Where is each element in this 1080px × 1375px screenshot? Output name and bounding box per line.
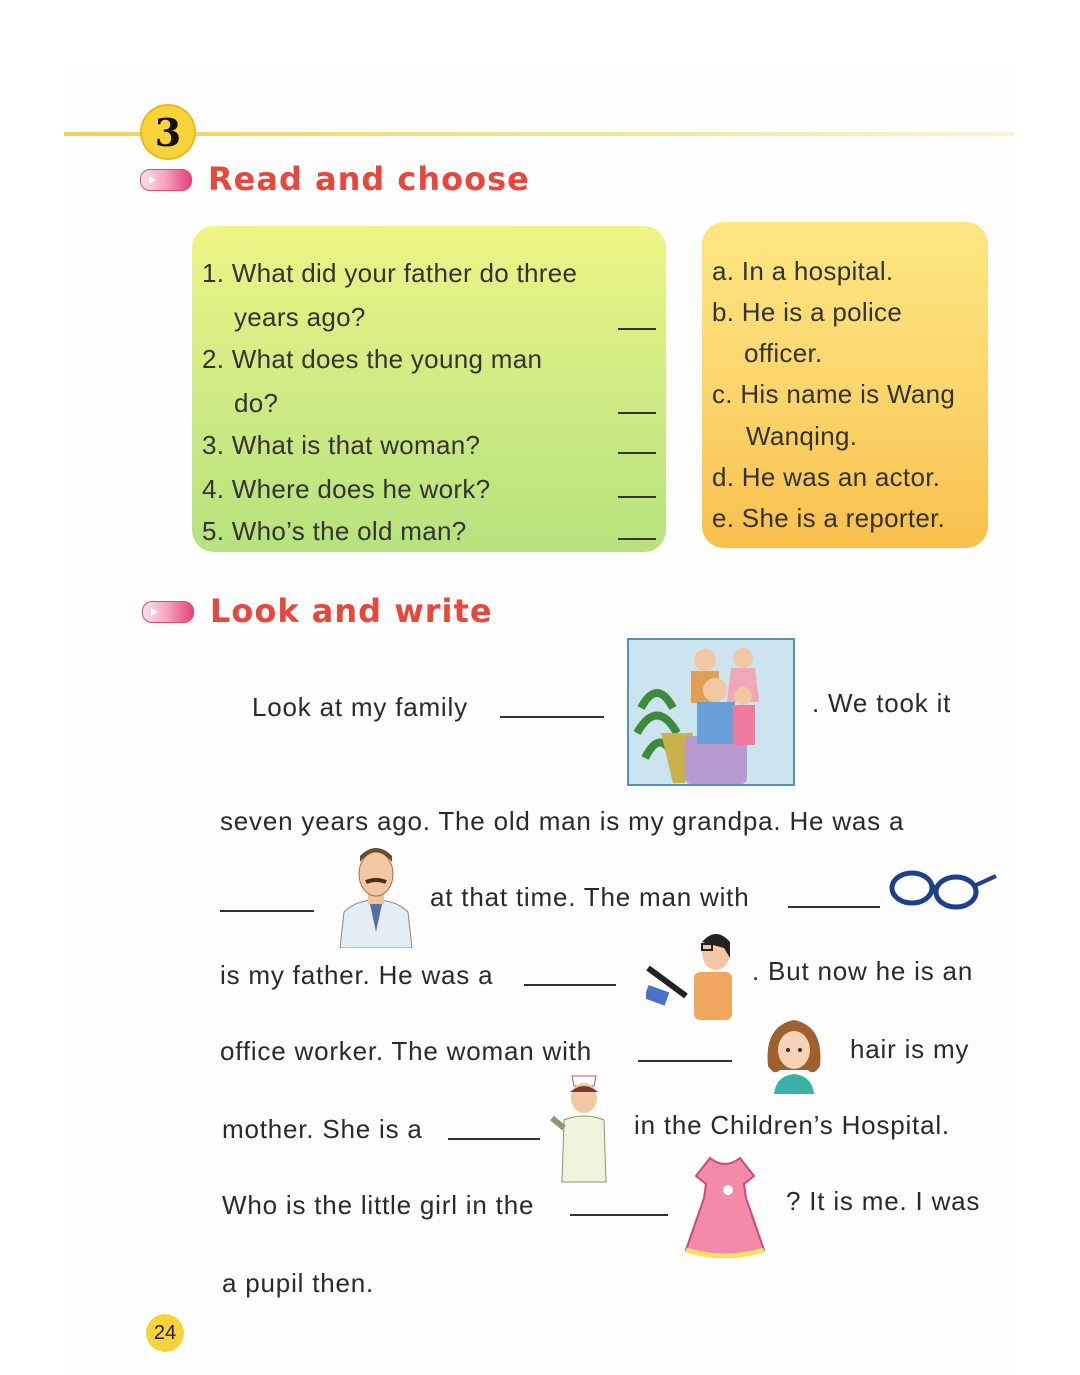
family-photo-icon	[627, 638, 795, 791]
passage-text: mother. She is a	[222, 1114, 423, 1144]
unit-number-badge: 3	[140, 104, 196, 160]
question-4: 4. Where does he work?	[202, 474, 491, 504]
passage-text: . We took it	[812, 688, 952, 718]
nurse-icon	[550, 1072, 618, 1189]
question-1-cont: years ago?	[234, 302, 366, 332]
reporter-with-microphone-icon	[646, 928, 738, 1025]
section-title-look-and-write: Look and write	[210, 592, 493, 630]
section-title-read-and-choose: Read and choose	[208, 160, 530, 198]
fill-blank-dress[interactable]	[570, 1214, 668, 1216]
doctor-icon	[336, 842, 416, 953]
question-2-cont: do?	[234, 388, 279, 418]
questions-box	[192, 226, 666, 552]
answer-blank-4[interactable]	[618, 496, 656, 498]
fill-blank-hair[interactable]	[638, 1060, 732, 1062]
passage-text: ? It is me. I was	[786, 1186, 981, 1216]
passage-text: hair is my	[850, 1034, 970, 1064]
play-pill-icon	[140, 169, 192, 191]
question-3: 3. What is that woman?	[202, 430, 481, 460]
answer-option-a: a. In a hospital.	[712, 256, 894, 286]
answer-blank-5[interactable]	[618, 538, 656, 540]
question-5: 5. Who’s the old man?	[202, 516, 467, 546]
answer-option-e: e. She is a reporter.	[712, 503, 946, 533]
question-1: 1. What did your father do three	[202, 258, 578, 288]
play-pill-icon	[142, 601, 194, 623]
fill-blank-glasses[interactable]	[788, 906, 880, 908]
fill-blank-job-2[interactable]	[524, 984, 616, 986]
girl-long-hair-icon	[764, 1016, 824, 1099]
passage-text: in the Children’s Hospital.	[634, 1110, 950, 1140]
unit-header-line	[64, 132, 1014, 136]
passage-text: is my father. He was a	[220, 960, 494, 990]
fill-blank-job-3[interactable]	[448, 1138, 540, 1140]
pink-dress-icon	[682, 1154, 768, 1263]
question-2: 2. What does the young man	[202, 344, 543, 374]
passage-text: Who is the little girl in the	[222, 1190, 535, 1220]
passage-text: seven years ago. The old man is my grandpa. He was a	[220, 806, 905, 836]
fill-blank-photo[interactable]	[500, 716, 604, 718]
passage-text: at that time. The man with	[430, 882, 750, 912]
passage-text: Look at my family	[252, 692, 468, 722]
passage-text: . But now he is an	[752, 956, 974, 986]
fill-blank-job[interactable]	[220, 910, 314, 912]
answer-option-b-cont: officer.	[744, 338, 823, 368]
answer-blank-1[interactable]	[618, 328, 656, 330]
page-number: 24	[146, 1314, 184, 1352]
passage-text: a pupil then.	[222, 1268, 375, 1298]
glasses-icon	[888, 864, 1000, 919]
answer-option-c-cont: Wanqing.	[746, 421, 858, 451]
answer-option-c: c. His name is Wang	[712, 379, 956, 409]
answer-option-d: d. He was an actor.	[712, 462, 941, 492]
answers-box	[702, 222, 988, 548]
passage-text: office worker. The woman with	[220, 1036, 592, 1066]
answer-blank-3[interactable]	[618, 452, 656, 454]
answer-option-b: b. He is a police	[712, 297, 903, 327]
answer-blank-2[interactable]	[618, 412, 656, 414]
